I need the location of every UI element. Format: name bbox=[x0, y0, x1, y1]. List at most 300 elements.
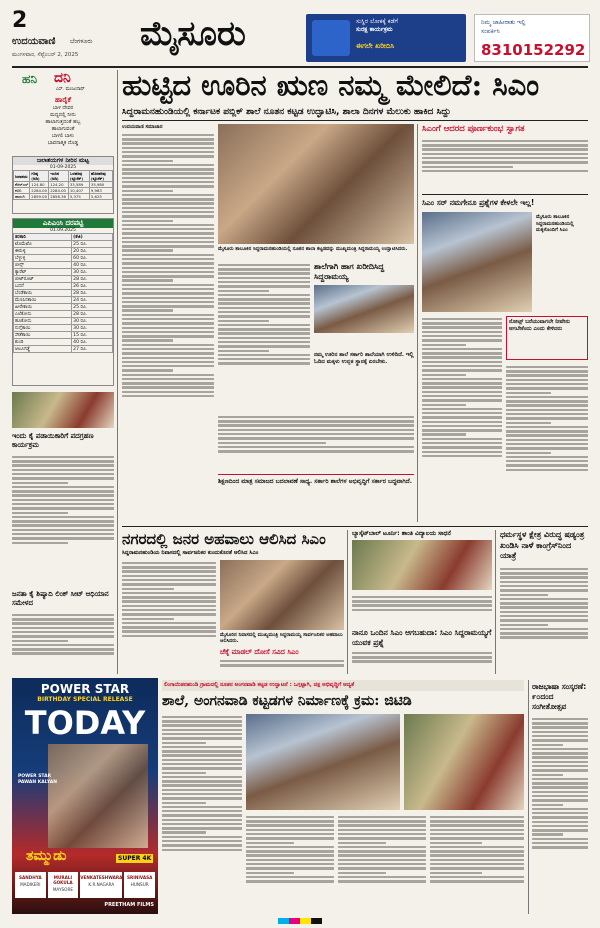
text-line bbox=[122, 211, 214, 213]
veg-cell: ಬದನೆ bbox=[14, 283, 72, 290]
text-line bbox=[338, 829, 426, 831]
text-line bbox=[532, 718, 588, 720]
inset-quote: ನಮ್ಮ ಊರಿನ ಶಾಲೆ ಸರ್ಕಾರಿ ಶಾಲೆಯಾಗಿ ಉಳಿದಿದೆ. ಇಲ್ಲಿ ಓದಿದ ಮಕ್ಕಳು ಉನ್ನತ ಸ್ಥಾನಕ್ಕೆ ಏರಬೇಕು. bbox=[314, 352, 414, 365]
movie-footer: PREETHAM FILMS bbox=[104, 902, 154, 908]
text-line bbox=[532, 735, 588, 737]
movie-big: TODAY bbox=[24, 704, 146, 742]
text-line bbox=[422, 157, 588, 159]
text-line bbox=[122, 592, 216, 594]
text-line bbox=[430, 816, 524, 818]
text-line bbox=[122, 335, 214, 337]
water-title: ಜಲಾಶಯಗಳ ನೀರಿನ ಮಟ್ಟ bbox=[13, 157, 113, 165]
text-line bbox=[430, 880, 524, 882]
phone-icon bbox=[312, 20, 350, 56]
text-line bbox=[162, 819, 242, 821]
main-body-col-1 bbox=[122, 132, 214, 522]
text-line bbox=[506, 443, 588, 445]
text-line bbox=[506, 417, 588, 419]
text-line bbox=[122, 142, 214, 144]
welcome-title: ಸಿಎಂಗೆ ಆದರದ ಪೂರ್ಣಕುಂಭ ಸ್ವಾಗತ bbox=[422, 124, 525, 134]
report-headline: ನಗರದಲ್ಲಿ ಜನರ ಅಹವಾಲು ಆಲಿಸಿದ ಸಿಎಂ bbox=[122, 530, 326, 548]
text-line bbox=[122, 134, 214, 136]
text-line bbox=[506, 426, 588, 428]
text-line bbox=[422, 344, 466, 346]
col-rule-left bbox=[117, 70, 118, 674]
text-line bbox=[218, 315, 310, 317]
text-line bbox=[218, 311, 310, 313]
text-line bbox=[122, 194, 214, 196]
text-line bbox=[162, 827, 242, 829]
text-line bbox=[506, 396, 588, 398]
theatre-item bbox=[80, 872, 122, 898]
text-line bbox=[218, 268, 310, 270]
theatre-name: VENKATESHWARA bbox=[80, 875, 123, 880]
text-line bbox=[122, 237, 214, 239]
text-line bbox=[122, 309, 173, 311]
text-line bbox=[218, 437, 414, 439]
text-line bbox=[506, 430, 588, 432]
veg-cell: ಬೆಂಡೆಕಾಯಿ bbox=[14, 290, 72, 297]
text-line bbox=[122, 605, 216, 607]
tourney-photo bbox=[352, 540, 492, 590]
text-line bbox=[122, 575, 216, 577]
text-line bbox=[122, 357, 214, 359]
text-line bbox=[12, 460, 114, 462]
text-line bbox=[122, 249, 173, 251]
veg-cell: 25 ರೂ. bbox=[72, 241, 113, 248]
poem-box bbox=[12, 96, 114, 152]
text-line bbox=[162, 737, 242, 739]
text-line bbox=[532, 846, 588, 848]
text-line bbox=[532, 782, 588, 784]
theatre-list bbox=[14, 872, 156, 898]
ad-middle-line-1: ಸುಸ್ಥಿರ ಲೋಕಕ್ಕೆ ಕಡೆಗೆ bbox=[356, 18, 399, 25]
text-line bbox=[162, 716, 242, 718]
side-body bbox=[532, 716, 588, 914]
main-body-col-2 bbox=[218, 262, 310, 412]
text-line bbox=[122, 386, 214, 388]
text-line bbox=[422, 318, 502, 320]
text-line bbox=[122, 232, 214, 234]
text-line bbox=[430, 833, 524, 835]
text-line bbox=[122, 630, 216, 632]
brand-sub: ಎಸ್. ಮಂಜುನಾಥ್ bbox=[56, 87, 85, 92]
dharma-body bbox=[500, 566, 588, 674]
text-line bbox=[532, 765, 588, 767]
sidebar-brand bbox=[12, 70, 114, 92]
veg-cell: 28 ರೂ. bbox=[72, 311, 113, 318]
text-line bbox=[422, 395, 502, 397]
ad-right-line-1: ನಿಮ್ಮ ಜಾಹೀರಾತು ಇಲ್ಲಿ bbox=[481, 19, 526, 26]
text-line bbox=[218, 350, 269, 352]
bottom-kicker-bar bbox=[162, 680, 524, 691]
text-line bbox=[122, 600, 216, 602]
veg-cell: ಆಲೂಗಡ್ಡೆ bbox=[14, 346, 72, 353]
poem-line: ಹಾಲಾಗುವಂತೆ bbox=[51, 126, 75, 132]
poem-title: ಹಾರೈಕೆ bbox=[55, 96, 71, 104]
text-line bbox=[122, 322, 214, 324]
quote-box bbox=[506, 316, 588, 360]
text-line bbox=[430, 842, 482, 844]
tourney-headline: ನಾನೂ ಒಂದಿನ ಸಿಎಂ ಆಗಬಹುದಾ: ಸಿಎಂ ಸಿದ್ದರಾಮಯ್ಯಗೆ ಯುವಕ ಪ್ರಶ್ನೆ bbox=[352, 628, 492, 647]
text-line bbox=[122, 151, 214, 153]
text-line bbox=[162, 733, 242, 735]
quote-box-text: ನೋಟ್ಸ್ ಬರೆಯುವಾಗಲೇ ನೀವೇನು ಆಗಬೇಕೆಂದು ಎಂದು ಕೇಳಿದರು bbox=[509, 319, 571, 332]
text-line bbox=[162, 806, 242, 808]
text-line bbox=[422, 433, 466, 435]
main-photo bbox=[218, 124, 414, 244]
text-line bbox=[162, 772, 206, 774]
text-line bbox=[430, 824, 524, 826]
text-line bbox=[122, 635, 216, 637]
text-line bbox=[162, 823, 242, 825]
table-row bbox=[14, 318, 113, 325]
veg-cell: ಬೀಟ್‌ರೂಟ್ bbox=[14, 276, 72, 283]
poem-lines bbox=[12, 105, 114, 147]
main-byline: ಉದಯವಾಣಿ ಸಮಾಚಾರ bbox=[122, 124, 163, 130]
text-line bbox=[338, 850, 426, 852]
text-line bbox=[122, 305, 214, 307]
text-line bbox=[506, 456, 588, 458]
text-line bbox=[220, 664, 344, 666]
print-marks bbox=[278, 918, 322, 924]
veg-cell: ಮೆಣಸಿನಕಾಯಿ bbox=[14, 297, 72, 304]
text-line bbox=[162, 789, 242, 791]
text-line bbox=[430, 820, 524, 822]
table-row bbox=[14, 276, 113, 283]
report-subhead: ಸಿದ್ದರಾಮನಹುಂಡಿಯ ನಿವಾಸದಲ್ಲಿ ಸಾರ್ವಜನಿಕರ ಕುಂದುಕೊರತೆ ಆಲಿಸಿದ ಸಿಎಂ bbox=[122, 550, 259, 556]
text-line bbox=[162, 780, 242, 782]
text-line bbox=[122, 374, 214, 376]
text-line bbox=[500, 576, 588, 578]
table-row bbox=[14, 283, 113, 290]
text-line bbox=[246, 859, 334, 861]
text-line bbox=[122, 618, 174, 620]
main-subhead-rule bbox=[122, 120, 588, 121]
city: ಬೆಂಗಳೂರು bbox=[70, 38, 93, 45]
poem-line: ಬಾಳ ದೇವರ bbox=[52, 105, 74, 111]
festival-body bbox=[12, 454, 114, 586]
inset-photo bbox=[314, 285, 414, 333]
text-line bbox=[422, 374, 466, 376]
text-line bbox=[218, 345, 310, 347]
text-line bbox=[246, 824, 334, 826]
text-line bbox=[122, 327, 214, 329]
text-line bbox=[12, 494, 114, 496]
table-row bbox=[14, 311, 113, 318]
text-line bbox=[122, 181, 214, 183]
text-line bbox=[218, 281, 310, 283]
poem-line: ಮಧ್ಯದಲ್ಲಿ ನೀನು bbox=[50, 112, 76, 118]
tourney-kicker: ಬ್ಯಾಸ್ಕೆಟ್‌ಬಾಲ್ ಟೂರ್ನಿ: ಶಾಂತಿ ವಿದ್ಯಾಲಯ ಸಾಧನೆ bbox=[352, 530, 451, 537]
veg-cell: ಟೊಮೆಟೊ bbox=[14, 241, 72, 248]
text-line bbox=[122, 562, 216, 564]
table-row bbox=[14, 304, 113, 311]
text-line bbox=[532, 795, 588, 797]
table-row bbox=[14, 346, 113, 353]
text-line bbox=[500, 594, 548, 596]
text-line bbox=[218, 328, 310, 330]
main-body-col-3 bbox=[218, 414, 414, 472]
text-line bbox=[12, 631, 114, 633]
table-row bbox=[14, 269, 113, 276]
water-cell: 10,407 bbox=[68, 188, 89, 194]
water-cell: 5,625 bbox=[89, 194, 112, 200]
text-line bbox=[430, 837, 524, 839]
text-line bbox=[246, 846, 334, 848]
bottom-body-4 bbox=[430, 814, 524, 914]
text-line bbox=[532, 739, 588, 741]
text-line bbox=[162, 802, 206, 804]
text-line bbox=[506, 464, 588, 466]
text-line bbox=[122, 271, 214, 273]
text-line bbox=[12, 516, 114, 518]
text-line bbox=[162, 746, 242, 748]
water-cell: 124.80 bbox=[30, 182, 49, 188]
text-line bbox=[430, 850, 524, 852]
text-line bbox=[246, 829, 334, 831]
veg-header-cell: (ಕೆಜಿ) bbox=[72, 234, 113, 241]
text-line bbox=[338, 863, 426, 865]
main-subhead: ಸಿದ್ದರಾಮನಹುಂಡಿಯಲ್ಲಿ ಕರ್ನಾಟಕ ಪಬ್ಲಿಕ್ ಶಾಲೆ ನೂತನ ಕಟ್ಟಡ ಉದ್ಘಾಟಿಸಿ, ಶಾಲಾ ದಿನಗಳ ಮೆಲುಕು ಹಾಕಿದ ಸಿದ್ದು bbox=[122, 107, 451, 117]
text-line bbox=[122, 207, 214, 209]
theatre-town: MADIKERI bbox=[20, 882, 41, 887]
text-line bbox=[500, 636, 588, 638]
text-line bbox=[430, 876, 524, 878]
text-line bbox=[122, 395, 214, 397]
text-line bbox=[422, 412, 502, 414]
text-line bbox=[218, 324, 310, 326]
tourney-body-2 bbox=[352, 650, 492, 674]
text-line bbox=[122, 566, 216, 568]
text-line bbox=[220, 660, 344, 662]
text-line bbox=[122, 275, 214, 277]
text-line bbox=[422, 421, 502, 423]
movie-title: ತಮ್ಮುಡು bbox=[26, 848, 67, 864]
text-line bbox=[532, 778, 588, 780]
water-cell: 9,983 bbox=[89, 188, 112, 194]
inset-box bbox=[314, 262, 414, 348]
movie-ad bbox=[12, 678, 158, 914]
water-cell: ಹಾರಂಗಿ bbox=[14, 194, 30, 200]
text-line bbox=[506, 409, 588, 411]
water-date: 01-09-2025 bbox=[49, 165, 77, 170]
text-line bbox=[218, 424, 414, 426]
text-line bbox=[218, 294, 310, 296]
text-line bbox=[162, 836, 242, 838]
text-line bbox=[532, 744, 563, 746]
water-data bbox=[13, 170, 113, 200]
text-line bbox=[122, 596, 216, 598]
text-line bbox=[532, 829, 588, 831]
water-cell: ಕೆಆರ್‌ಎಸ್ bbox=[15, 182, 29, 187]
text-line bbox=[422, 170, 588, 172]
text-line bbox=[338, 876, 426, 878]
text-line bbox=[500, 632, 588, 634]
text-line bbox=[122, 279, 173, 281]
bottom-body-2 bbox=[246, 814, 334, 914]
movie-poster bbox=[48, 744, 148, 848]
veg-cell: 30 ರೂ. bbox=[72, 318, 113, 325]
text-line bbox=[122, 613, 216, 615]
text-line bbox=[430, 859, 524, 861]
text-line bbox=[12, 542, 68, 544]
festival-title: ಇಂದು ಕೈ ಪಡಾಯಿಕಾರಿಗೆ ಪದಗ್ರಹಣ ಕಾರ್ಯಕ್ರಮ bbox=[12, 432, 94, 449]
text-line bbox=[506, 370, 588, 372]
text-line bbox=[122, 609, 216, 611]
text-line bbox=[500, 589, 588, 591]
ad-phone: 8310152292 bbox=[481, 41, 586, 59]
text-line bbox=[422, 331, 502, 333]
theatre-name: SANDHYA bbox=[19, 875, 42, 880]
text-line bbox=[162, 793, 242, 795]
text-line bbox=[12, 640, 68, 642]
text-line bbox=[422, 161, 588, 163]
text-line bbox=[532, 842, 588, 844]
text-line bbox=[338, 854, 426, 856]
text-line bbox=[122, 160, 173, 162]
report-body-1 bbox=[122, 560, 216, 674]
text-line bbox=[218, 298, 310, 300]
text-line bbox=[422, 166, 513, 168]
text-line bbox=[12, 622, 114, 624]
text-line bbox=[122, 164, 214, 166]
text-line bbox=[246, 872, 294, 874]
water-cell: 2284.00 bbox=[49, 188, 69, 194]
theatre-item bbox=[15, 872, 46, 898]
text-line bbox=[246, 837, 334, 839]
question-caption: ಮೈಸೂರು ತಾಲೂಕಿನ ಸಿದ್ದರಾಮನಹುಂಡಿಯಲ್ಲಿ ಮಕ್ಕಳೊಂದಿಗೆ ಸಿಎಂ bbox=[536, 214, 574, 233]
text-line bbox=[218, 320, 269, 322]
text-line bbox=[122, 202, 214, 204]
text-line bbox=[532, 812, 588, 814]
text-line bbox=[422, 446, 502, 448]
text-line bbox=[352, 660, 492, 662]
date: ಮಂಗಳವಾರ, ಸೆಪ್ಟೆಂಬರ್ 2, 2025 bbox=[12, 52, 79, 58]
report-sub-title: ಚೆಕ್ಕೆ ಮಾಡಲ್ ದೋಸೆ ಸವಿದ ಸಿಎಂ bbox=[220, 648, 299, 656]
text-line bbox=[162, 814, 242, 816]
text-line bbox=[532, 804, 563, 806]
table-row bbox=[14, 325, 113, 332]
text-line bbox=[500, 611, 588, 613]
water-cell: 2858.36 bbox=[49, 194, 69, 200]
poem-line: ಹಾಲಾಗುತ್ತದಂತೆ ಹಬ್ಬ bbox=[45, 119, 81, 125]
veg-title: ಎಪಿಎಂಸಿ ದರಪಟ್ಟಿ bbox=[13, 219, 113, 228]
text-line bbox=[122, 361, 214, 363]
text-line bbox=[122, 570, 216, 572]
text-line bbox=[506, 404, 588, 406]
text-line bbox=[218, 416, 414, 418]
bottom-body-3 bbox=[338, 814, 426, 914]
ad-right-line-2: ಸಂಪರ್ಕಿಸಿ bbox=[481, 28, 500, 35]
text-line bbox=[352, 609, 492, 611]
water-table bbox=[12, 156, 114, 214]
text-line bbox=[122, 241, 214, 243]
text-line bbox=[122, 583, 216, 585]
text-line bbox=[12, 618, 114, 620]
text-line bbox=[12, 456, 114, 458]
section-title: ಮೈಸೂರು bbox=[140, 14, 246, 54]
veg-cell: ಶುಂಠಿ bbox=[14, 339, 72, 346]
text-line bbox=[122, 224, 214, 226]
text-line bbox=[506, 400, 588, 402]
text-line bbox=[122, 622, 216, 624]
text-line bbox=[430, 829, 524, 831]
text-line bbox=[12, 464, 114, 466]
text-line bbox=[532, 808, 588, 810]
text-line bbox=[246, 867, 334, 869]
tourney-body bbox=[352, 594, 492, 624]
text-line bbox=[422, 438, 502, 440]
text-line bbox=[218, 277, 310, 279]
text-line bbox=[12, 627, 114, 629]
movie-badge: SUPER 4K bbox=[118, 855, 152, 862]
text-line bbox=[352, 596, 492, 598]
text-line bbox=[422, 335, 502, 337]
text-line bbox=[122, 579, 216, 581]
table-row bbox=[14, 241, 113, 248]
water-header-row bbox=[14, 171, 113, 182]
text-line bbox=[338, 872, 386, 874]
text-line bbox=[162, 849, 242, 851]
text-line bbox=[532, 726, 588, 728]
text-line bbox=[532, 774, 563, 776]
text-line bbox=[122, 254, 214, 256]
text-line bbox=[122, 352, 214, 354]
water-cell: 2859.00 bbox=[31, 194, 47, 199]
text-line bbox=[338, 846, 426, 848]
text-line bbox=[246, 842, 294, 844]
text-line bbox=[430, 846, 524, 848]
text-line bbox=[12, 524, 114, 526]
text-line bbox=[422, 322, 502, 324]
veg-cell: ಎಲೆಕೋಸು bbox=[14, 311, 72, 318]
text-line bbox=[218, 362, 310, 364]
text-line bbox=[122, 138, 214, 140]
text-line bbox=[122, 220, 173, 222]
text-line bbox=[430, 872, 482, 874]
text-line bbox=[122, 369, 173, 371]
table-row bbox=[14, 332, 113, 339]
text-line bbox=[500, 615, 588, 617]
text-line bbox=[422, 365, 502, 367]
text-line bbox=[162, 729, 242, 731]
text-line bbox=[246, 863, 334, 865]
text-line bbox=[218, 341, 310, 343]
text-line bbox=[532, 752, 588, 754]
text-line bbox=[122, 267, 214, 269]
text-line bbox=[122, 297, 214, 299]
theatre-item bbox=[48, 872, 79, 898]
text-line bbox=[422, 348, 502, 350]
text-line bbox=[338, 867, 426, 869]
water-header-cell: ಇಂದಿನ (ಅಡಿ) bbox=[49, 171, 69, 182]
veg-cell: ಕ್ಯಾರೆಟ್ bbox=[14, 269, 72, 276]
question-title: ಸಿಎಂ ಸರ್ ನಮಗೇನೂ ಪ್ರಶ್ನೆಗಳ ಕೇಳಲೇ ಇಲ್ಲ! bbox=[422, 198, 535, 207]
text-line bbox=[162, 767, 242, 769]
text-line bbox=[12, 644, 114, 646]
text-line bbox=[12, 499, 114, 501]
text-line bbox=[532, 816, 588, 818]
text-line bbox=[430, 867, 524, 869]
text-line bbox=[218, 450, 414, 452]
brand-prefix: ಹನಿ bbox=[22, 72, 37, 86]
text-line bbox=[162, 844, 242, 846]
text-line bbox=[122, 147, 214, 149]
table-row bbox=[14, 262, 113, 269]
text-line bbox=[12, 507, 114, 509]
text-line bbox=[352, 652, 492, 654]
